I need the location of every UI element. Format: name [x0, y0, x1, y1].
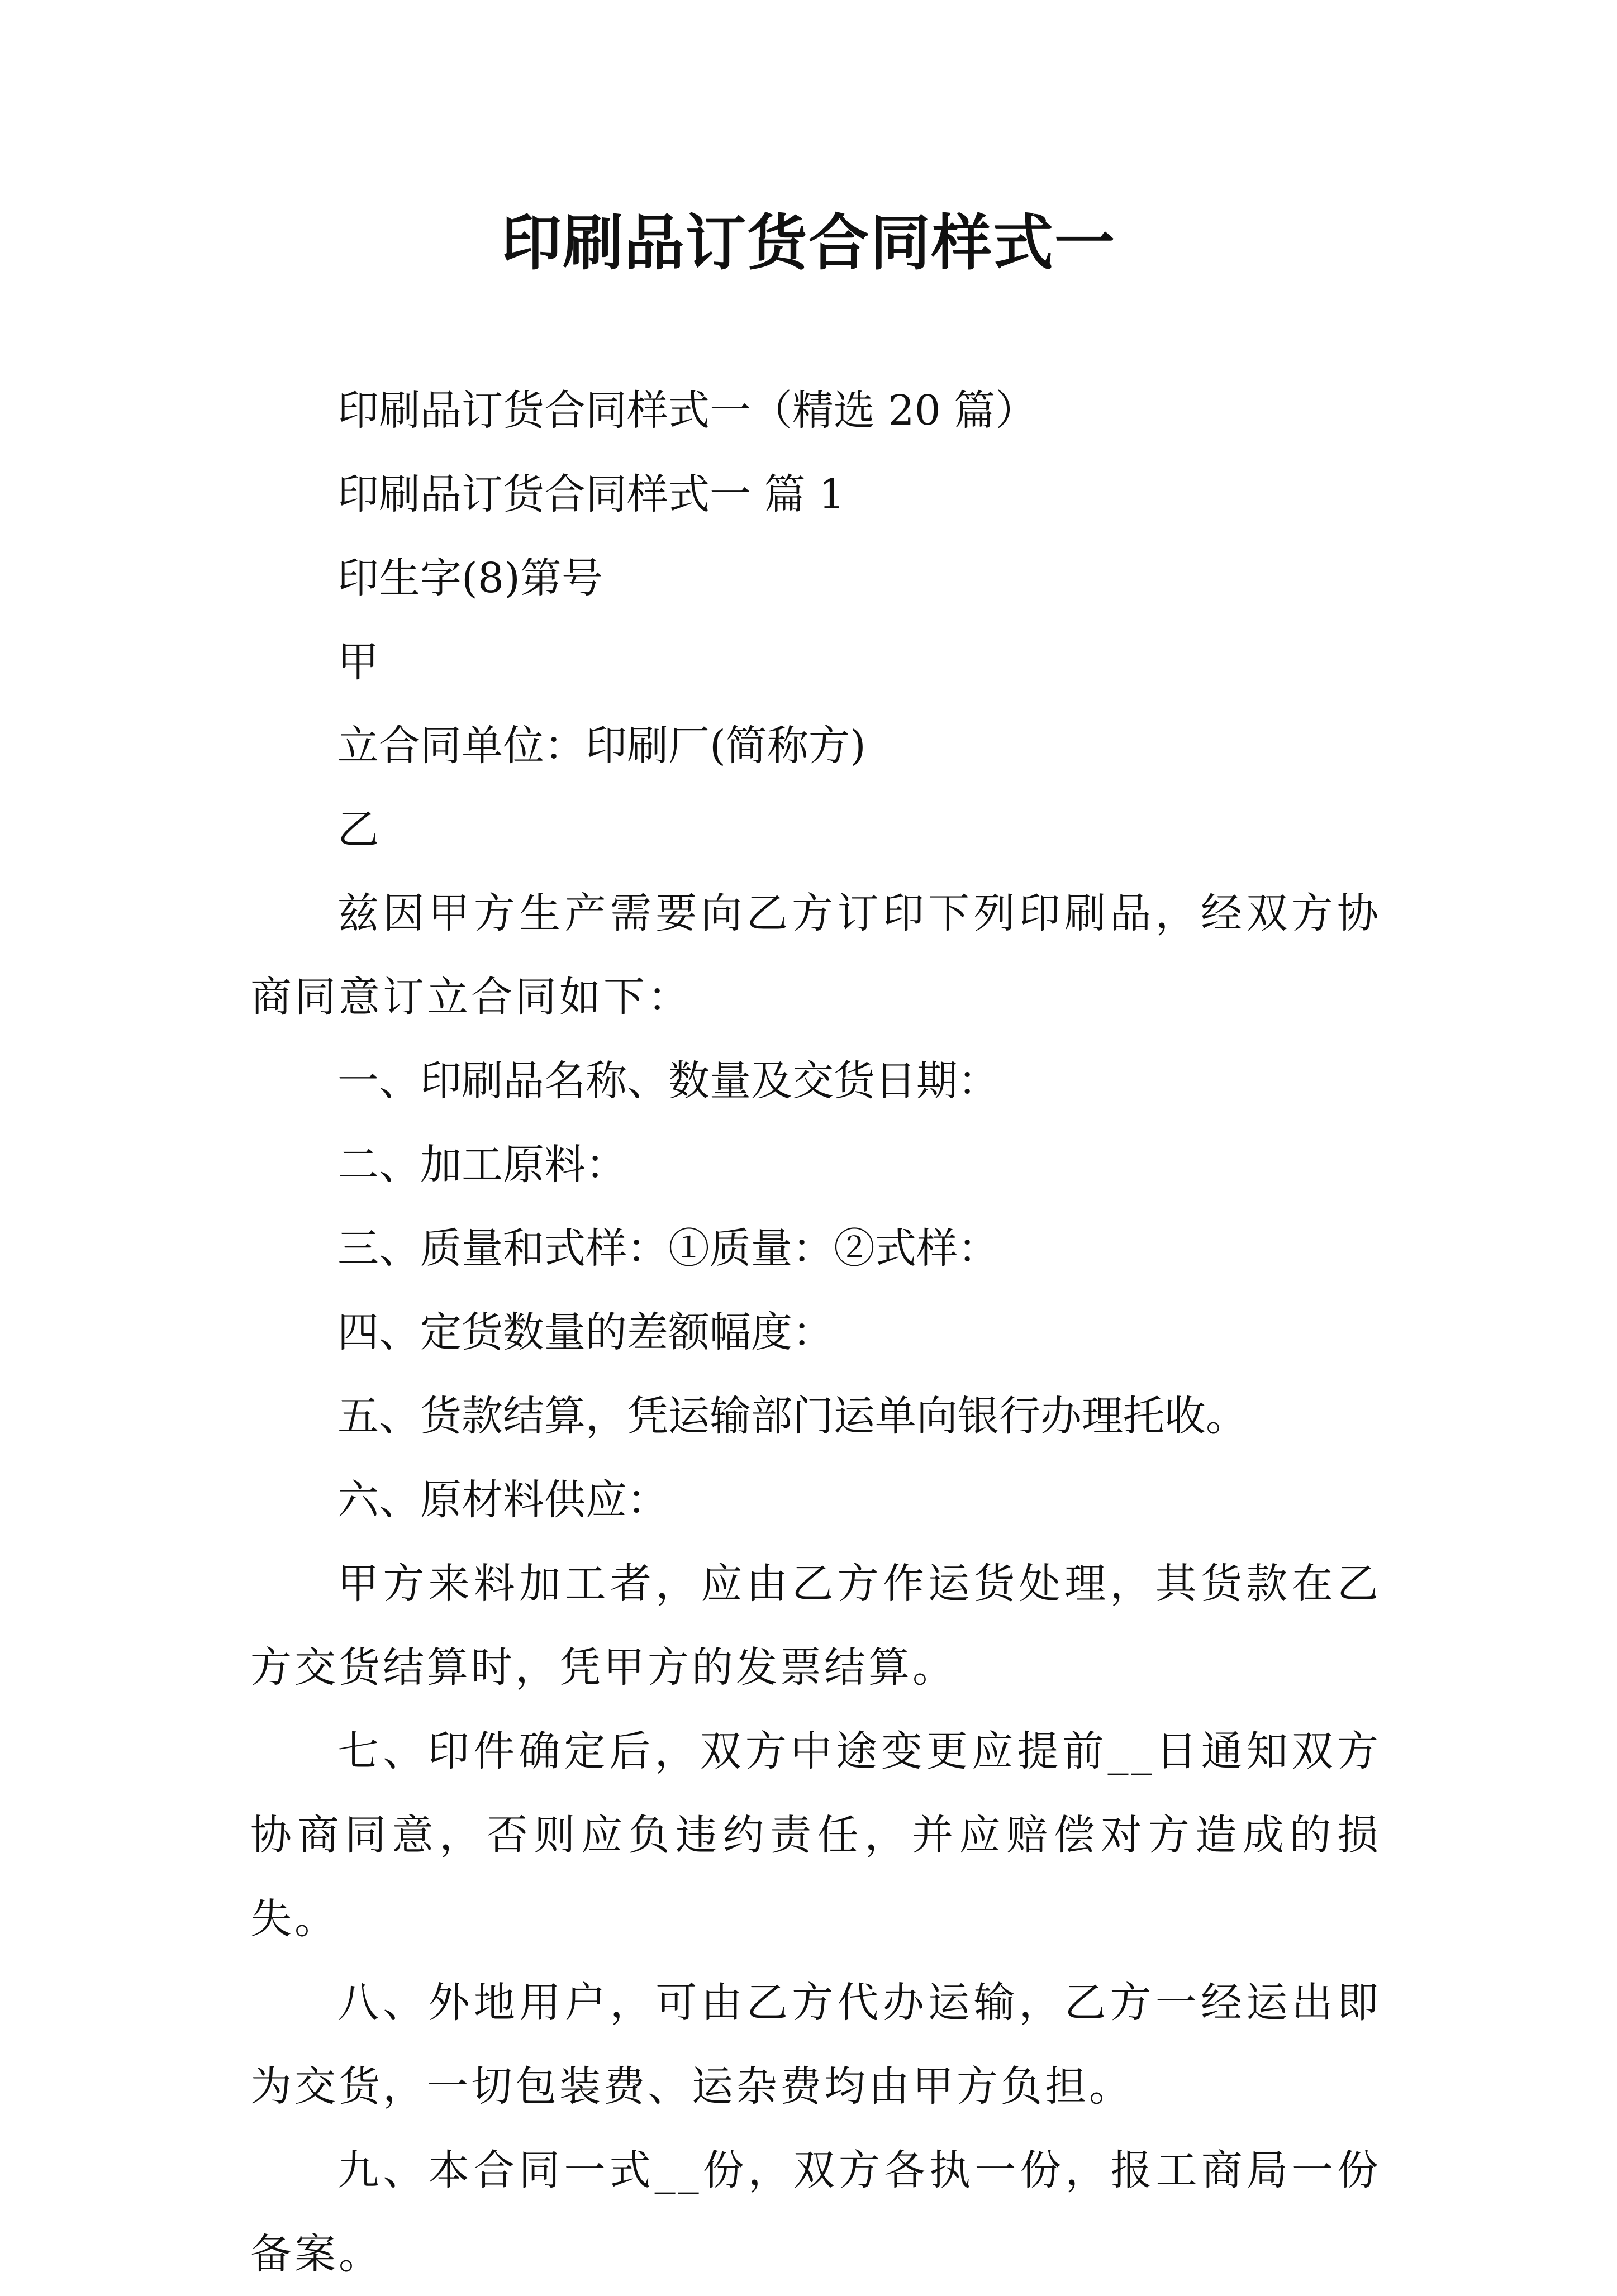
clause-9: 九、本合同一式__份，双方各执一份，报工商局一份备案。	[250, 2146, 1381, 2278]
clause-6: 六、原材料供应：	[337, 1476, 668, 1524]
contracting-unit-line: 立合同单位：印刷厂(简称方)	[337, 722, 866, 770]
clause-2: 二、加工原料：	[337, 1141, 627, 1189]
document-body	[250, 369, 1381, 2296]
document-number: 印生字(8)第号	[337, 554, 603, 602]
section-heading: 印刷品订货合同样式一 篇 1	[337, 470, 845, 518]
clause-1: 一、印刷品名称、数量及交货日期：	[337, 1057, 999, 1105]
clause-3: 三、质量和式样：①质量：②式样：	[337, 1225, 999, 1273]
document-title: 印刷品订货合同样式一	[501, 208, 1116, 278]
party-a-label: 甲	[337, 638, 379, 686]
clause-6-detail: 甲方来料加工者，应由乙方作运货处理，其货款在乙方交货结算时，凭甲方的发票结算。	[250, 1560, 1381, 1692]
party-b-label: 乙	[337, 806, 379, 854]
clause-7: 七、印件确定后，双方中途变更应提前__日通知双方协商同意，否则应负违约责任，并应赔偿对方造成的损失。	[250, 1727, 1381, 1943]
intro-paragraph: 兹因甲方生产需要向乙方订印下列印刷品，经双方协商同意订立合同如下：	[250, 889, 1381, 1021]
clause-8: 八、外地用户，可由乙方代办运输，乙方一经运出即为交货，一切包装费、运杂费均由甲方负担。	[250, 1979, 1381, 2111]
subtitle-line: 印刷品订货合同样式一（精选 20 篇）	[337, 387, 1037, 435]
clause-5: 五、货款结算，凭运输部门运单向银行办理托收。	[337, 1392, 1247, 1440]
clause-4: 四、定货数量的差额幅度：	[337, 1308, 834, 1356]
